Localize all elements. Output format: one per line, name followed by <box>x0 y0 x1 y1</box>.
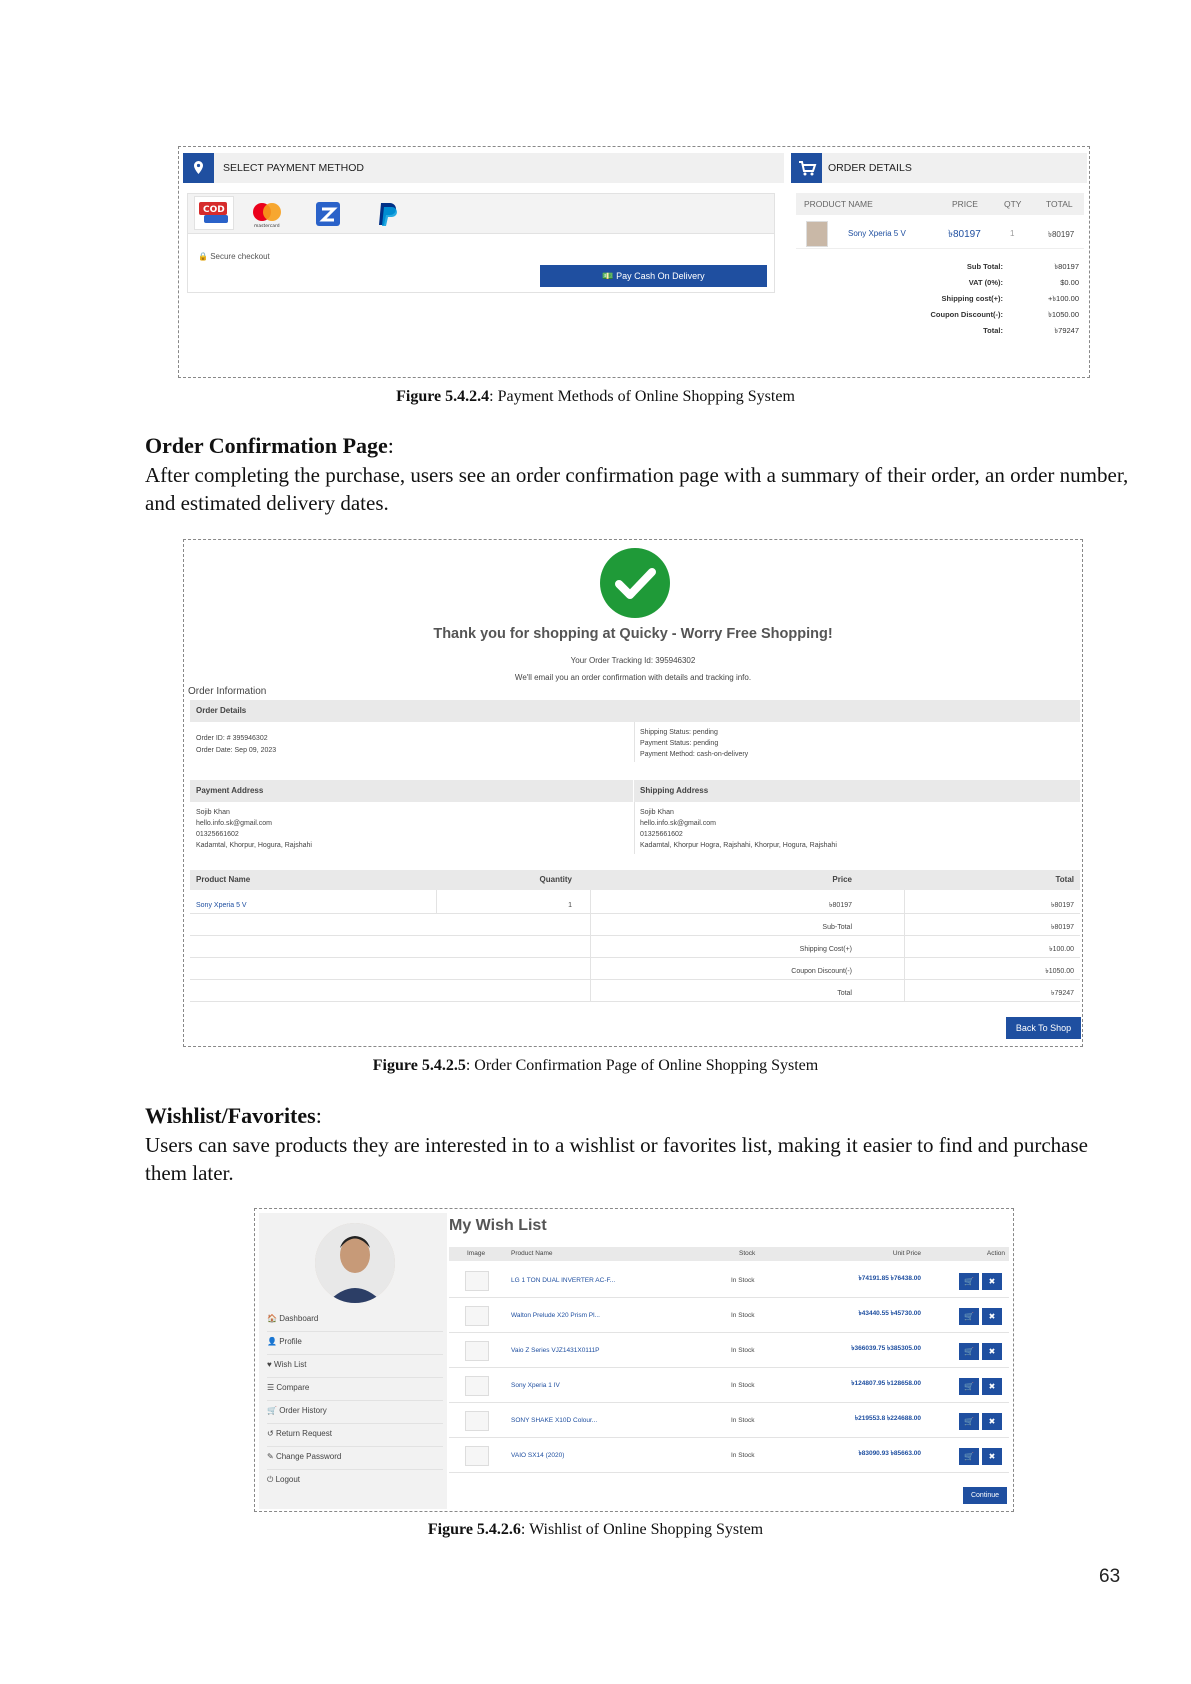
sidebar-item-change-password[interactable] <box>267 1447 443 1470</box>
figure1-caption-number: Figure 5.4.2.4 <box>396 388 490 405</box>
summary-label-subtotal: Sub Total: <box>966 262 1003 271</box>
wishlist-title: My Wish List <box>449 1217 547 1234</box>
figure1-caption-text: : Payment Methods of Online Shopping System <box>489 388 795 405</box>
unit-price: ৳219553.8 ৳224688.00 <box>854 1415 921 1422</box>
account-sidebar <box>259 1213 447 1509</box>
mastercard-tab[interactable] <box>248 199 286 234</box>
wishlist-row <box>449 1298 1009 1333</box>
stock-status: In Stock <box>731 1277 755 1284</box>
add-to-cart-icon[interactable]: 🛒 <box>959 1343 979 1360</box>
sidebar-item-profile[interactable] <box>267 1332 443 1355</box>
sidebar-item-order-history[interactable] <box>267 1401 443 1424</box>
sidebar-item-logout[interactable] <box>267 1470 443 1493</box>
grand-total-value: ৳79247 <box>1051 990 1074 997</box>
wishlist-heading-colon: : <box>315 1103 322 1128</box>
payment-address-email: hello.info.sk@gmail.com <box>196 820 272 827</box>
figure3-caption <box>0 1521 1191 1539</box>
wishlist-heading-text: Wishlist/Favorites <box>145 1103 316 1128</box>
shipping-address-street: Kadamtal, Khorpur Hogra, Rajshahi, Khorpur, Hogura, Rajshahi <box>640 842 837 849</box>
product-thumbnail <box>806 221 828 247</box>
add-to-cart-icon[interactable]: 🛒 <box>959 1273 979 1290</box>
order-date: Order Date: Sep 09, 2023 <box>196 747 277 754</box>
product-name-link[interactable]: Vaio Z Series VJZ1431X0111P <box>511 1347 600 1354</box>
stock-status: In Stock <box>731 1417 755 1424</box>
wishlist-row <box>449 1333 1009 1368</box>
remove-icon[interactable]: ✖ <box>982 1448 1002 1465</box>
paypal-icon <box>374 200 400 228</box>
menu-label: Change Password <box>275 1452 342 1461</box>
th-product-name: Product Name <box>511 1250 553 1257</box>
unit-price: ৳366039.75 ৳385305.00 <box>851 1345 921 1352</box>
item-name[interactable]: Sony Xperia 5 V <box>848 229 906 238</box>
svg-text:mastercard: mastercard <box>254 224 280 229</box>
menu-label: Logout <box>275 1475 301 1484</box>
stock-status: In Stock <box>731 1452 755 1459</box>
payment-address-name: Sojib Khan <box>196 809 230 816</box>
wishlist-row <box>449 1403 1009 1438</box>
unit-price: ৳43440.55 ৳45730.00 <box>858 1310 921 1317</box>
summary-value-shipping: +৳100.00 <box>1047 294 1079 303</box>
secure-checkout: 🔒 Secure checkout <box>198 252 270 261</box>
divider <box>190 957 1080 958</box>
divider <box>190 979 1080 980</box>
check-circle-icon <box>600 548 670 618</box>
grand-total-label: Total <box>837 990 852 997</box>
col-qty: QTY <box>1004 199 1022 209</box>
continue-button[interactable]: Continue <box>963 1487 1007 1504</box>
payment-address-street: Kadamtal, Khorpur, Hogura, Rajshahi <box>196 842 312 849</box>
divider <box>190 913 1080 914</box>
summary-value-subtotal: ৳80197 <box>1054 262 1079 271</box>
menu-label: Profile <box>279 1337 302 1346</box>
add-to-cart-icon[interactable]: 🛒 <box>959 1413 979 1430</box>
th-total: Total <box>1055 875 1074 884</box>
product-quantity: 1 <box>568 902 572 909</box>
unit-price: ৳83090.93 ৳85663.00 <box>858 1450 921 1457</box>
menu-label: Dashboard <box>279 1314 319 1323</box>
th-unit-price: Unit Price <box>892 1250 921 1257</box>
product-name-link[interactable]: Sony Xperia 1 IV <box>511 1382 560 1389</box>
divider <box>590 890 591 1001</box>
location-pin-icon <box>183 153 214 183</box>
divider <box>904 890 905 1001</box>
shipping-cost-label: Shipping Cost(+) <box>799 946 852 953</box>
pay-button-label: Pay Cash On Delivery <box>616 271 705 281</box>
stock-status: In Stock <box>731 1312 755 1319</box>
pay-cash-on-delivery-button[interactable]: 💵 Pay Cash On Delivery <box>540 265 767 287</box>
summary-label-vat: VAT (0%): <box>968 278 1003 287</box>
divider <box>190 935 1080 936</box>
secure-checkout-label: Secure checkout <box>210 252 270 261</box>
shipping-cost-value: ৳100.00 <box>1049 946 1074 953</box>
svg-text:COD: COD <box>203 205 225 215</box>
payment-address-phone: 01325661602 <box>196 831 239 838</box>
cart-icon: 🛒 <box>267 1406 277 1415</box>
product-thumbnail <box>465 1271 489 1291</box>
figure2-caption-text: : Order Confirmation Page of Online Shopping System <box>465 1057 819 1074</box>
product-thumbnail <box>465 1411 489 1431</box>
th-stock: Stock <box>739 1250 756 1257</box>
wishlist-figure <box>254 1208 1014 1512</box>
col-product-name: PRODUCT NAME <box>804 199 873 209</box>
menu-label: Return Request <box>275 1429 332 1438</box>
sidebar-item-dashboard[interactable] <box>267 1309 443 1332</box>
remove-icon[interactable]: ✖ <box>982 1343 1002 1360</box>
order-details-bar: Order Details <box>190 700 1080 722</box>
col-price: PRICE <box>952 199 978 209</box>
order-confirmation-heading <box>145 433 394 459</box>
cod-tab[interactable] <box>194 196 234 230</box>
payment-method-header <box>183 153 784 183</box>
order-item-row <box>796 217 1084 249</box>
shipping-address-bar: Shipping Address <box>634 780 1080 802</box>
back-to-shop-button[interactable]: Back To Shop <box>1006 1017 1081 1039</box>
z-icon <box>314 200 342 228</box>
edit-icon: ✎ <box>267 1452 274 1461</box>
item-total: ৳80197 <box>1048 230 1075 239</box>
figure2-caption-number: Figure 5.4.2.5 <box>372 1057 466 1074</box>
product-name-link[interactable]: Walton Prelude X20 Prism Pl... <box>511 1312 600 1319</box>
summary-label-total: Total: <box>983 326 1003 335</box>
item-price: ৳80197 <box>948 229 981 240</box>
order-confirmation-heading-text: Order Confirmation Page <box>145 433 388 458</box>
figure3-caption-number: Figure 5.4.2.6 <box>427 1521 521 1538</box>
cod-icon <box>195 197 233 229</box>
dashboard-icon: 🏠 <box>267 1314 277 1323</box>
wishlist-row <box>449 1438 1009 1473</box>
product-name-link[interactable]: Sony Xperia 5 V <box>196 902 247 909</box>
wishlist-row <box>449 1368 1009 1403</box>
mastercard-icon <box>248 199 286 229</box>
power-icon: ⏻ <box>267 1475 274 1484</box>
payment-method-title: SELECT PAYMENT METHOD <box>223 162 364 174</box>
menu-label: Compare <box>276 1383 310 1392</box>
stock-status: In Stock <box>731 1382 755 1389</box>
order-details-header <box>791 153 1087 183</box>
payment-figure <box>178 146 1090 378</box>
heart-icon: ♥ <box>267 1360 272 1369</box>
menu-label: Order History <box>279 1406 327 1415</box>
unit-price: ৳74191.85 ৳76438.00 <box>858 1275 921 1282</box>
product-table-header <box>190 870 1080 890</box>
summary-value-coupon: ৳1050.00 <box>1048 310 1079 319</box>
th-quantity: Quantity <box>539 875 572 884</box>
product-name-link[interactable]: LG 1 TON DUAL INVERTER AC-F... <box>511 1277 616 1284</box>
divider <box>634 802 635 854</box>
shipping-address-name: Sojib Khan <box>640 809 674 816</box>
undo-icon: ↺ <box>267 1429 274 1438</box>
cart-icon <box>791 153 822 183</box>
unit-price: ৳124807.95 ৳128658.00 <box>851 1380 921 1387</box>
stock-status: In Stock <box>731 1347 755 1354</box>
add-to-cart-icon[interactable]: 🛒 <box>959 1308 979 1325</box>
divider <box>436 890 437 913</box>
page-number: 63 <box>1099 1566 1121 1587</box>
th-action: Action <box>986 1250 1005 1257</box>
remove-icon[interactable]: ✖ <box>982 1273 1002 1290</box>
shipping-address-phone: 01325661602 <box>640 831 683 838</box>
email-note: We'll email you an order confirmation with details and tracking info. <box>514 673 752 682</box>
figure2-caption <box>0 1057 1191 1075</box>
payment-method-tabs <box>188 194 774 234</box>
summary-value-total: ৳79247 <box>1054 326 1079 335</box>
order-confirmation-figure <box>183 539 1083 1047</box>
divider <box>190 1001 1080 1002</box>
col-total: TOTAL <box>1046 199 1073 209</box>
menu-label: Wish List <box>273 1360 307 1369</box>
add-to-cart-icon[interactable]: 🛒 <box>959 1448 979 1465</box>
wishlist-row <box>449 1263 1009 1298</box>
order-confirmation-paragraph: After completing the purchase, users see an order confirmation page with a summary of their order, an order number, and estimated delivery dates. <box>145 463 1129 515</box>
summary-label-coupon: Coupon Discount(-): <box>930 310 1003 319</box>
shipping-address-email: hello.info.sk@gmail.com <box>640 820 716 827</box>
th-product-name: Product Name <box>196 875 251 884</box>
product-thumbnail <box>465 1376 489 1396</box>
payment-status: Payment Status: pending <box>640 740 719 747</box>
th-image: Image <box>467 1250 486 1257</box>
sidebar-item-return-request[interactable] <box>267 1424 443 1447</box>
paypal-tab[interactable] <box>374 200 400 233</box>
sidebar-item-wish-list[interactable] <box>267 1355 443 1378</box>
sidebar-item-compare[interactable] <box>267 1378 443 1401</box>
wishlist-table-header <box>449 1247 1009 1261</box>
summary-label-shipping: Shipping cost(+): <box>941 294 1003 303</box>
payment-address-bar: Payment Address <box>190 780 633 802</box>
product-name-link[interactable]: VAIO SX14 (2020) <box>511 1452 565 1459</box>
coupon-discount-value: ৳1050.00 <box>1045 968 1074 975</box>
wishlist-paragraph: Users can save products they are interested in to a wishlist or favorites list, making it easier to find and purchase them later. <box>145 1133 1088 1185</box>
item-qty: 1 <box>1010 229 1015 238</box>
figure3-caption-text: : Wishlist of Online Shopping System <box>520 1521 764 1538</box>
avatar <box>315 1223 395 1303</box>
add-to-cart-icon[interactable]: 🛒 <box>959 1378 979 1395</box>
tracking-id: Your Order Tracking Id: 395946302 <box>570 656 696 665</box>
remove-icon[interactable]: ✖ <box>982 1378 1002 1395</box>
user-icon: 👤 <box>267 1337 277 1346</box>
coupon-discount-label: Coupon Discount(-) <box>791 968 852 975</box>
order-columns <box>796 193 1084 215</box>
list-icon: ☰ <box>267 1383 275 1392</box>
subtotal-label: Sub-Total <box>822 924 852 931</box>
product-total: ৳80197 <box>1051 902 1074 909</box>
payment-method: Payment Method: cash-on-delivery <box>640 751 749 758</box>
product-name-link[interactable]: SONY SHAKE X10D Colour... <box>511 1417 598 1424</box>
zpay-tab[interactable] <box>314 200 342 233</box>
figure1-caption <box>0 388 1191 406</box>
product-thumbnail <box>465 1306 489 1326</box>
remove-icon[interactable]: ✖ <box>982 1413 1002 1430</box>
order-information-title: Order Information <box>188 686 267 697</box>
divider <box>634 722 635 762</box>
summary-value-vat: $0.00 <box>1060 278 1079 287</box>
wishlist-heading <box>145 1103 322 1129</box>
remove-icon[interactable]: ✖ <box>982 1308 1002 1325</box>
payment-method-body <box>187 193 775 293</box>
th-price: Price <box>832 875 852 884</box>
product-thumbnail <box>465 1341 489 1361</box>
shipping-status: Shipping Status: pending <box>640 729 718 736</box>
product-price: ৳80197 <box>829 902 852 909</box>
order-confirmation-heading-colon: : <box>387 433 394 458</box>
order-details-title: ORDER DETAILS <box>828 162 912 174</box>
thank-you-message: Thank you for shopping at Quicky - Worry Free Shopping! <box>433 626 833 642</box>
product-thumbnail <box>465 1446 489 1466</box>
order-id: Order ID: # 395946302 <box>196 735 268 742</box>
subtotal-value: ৳80197 <box>1051 924 1074 931</box>
